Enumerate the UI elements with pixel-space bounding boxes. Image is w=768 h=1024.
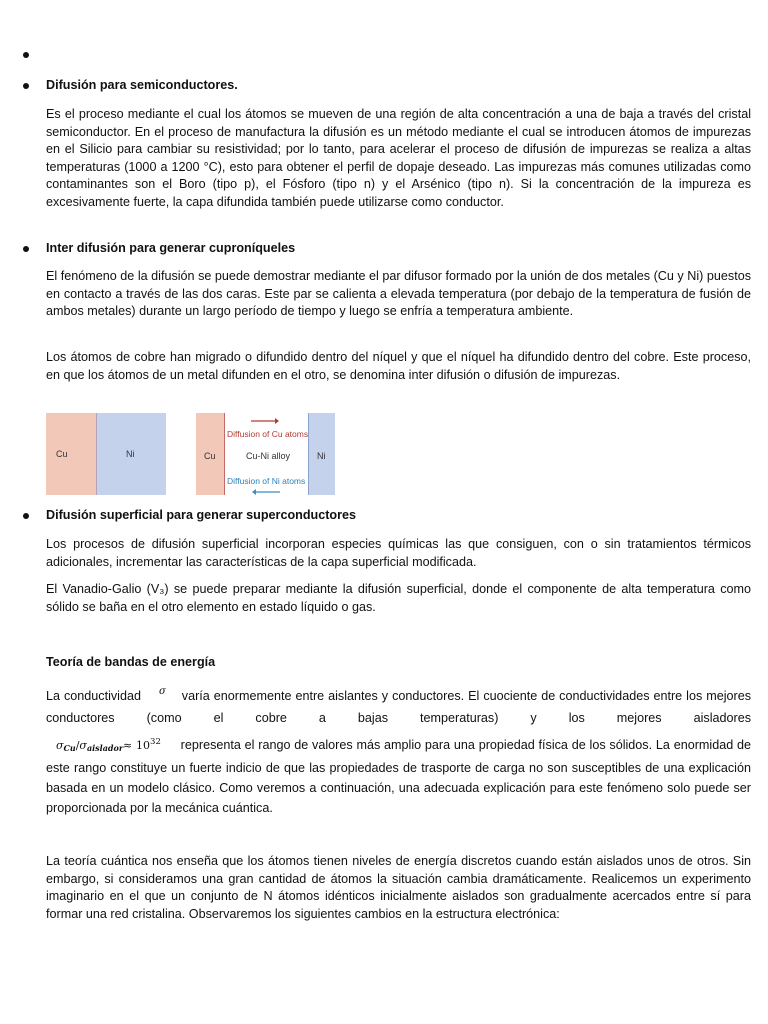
diffusion-couple-after (196, 413, 335, 495)
nickel-label: Ni (126, 449, 135, 459)
sigma-symbol: σ (158, 686, 166, 697)
copper-block (46, 413, 97, 495)
bullet-semiconductores (23, 83, 29, 89)
conductividad-text-3: representa el rango de valores más amplio para una propiedad física de los sólidos. La enormidad de este rango constituye un fuerte indicio de que las propiedades de trasporte de carga no son susceptibles de una explicación basada en un modelo clásico. Como veremos a continuación, una adecuada explicación para este fenómeno solo puede ser proporcionada por la mecánica cuántica. (46, 738, 751, 815)
paragraph-conductividad (46, 686, 751, 818)
approx-ten: ≈ 10 (123, 739, 151, 752)
sigma-aislador: σ (79, 739, 87, 752)
ni-diffusion-label: Diffusion of Ni atoms (227, 476, 306, 486)
section-title-superconductores: Difusión superficial para generar superconductores (46, 508, 357, 522)
empty-bullet (23, 52, 29, 58)
sub-aislador: aislador (86, 743, 124, 753)
bullet-superconductores (23, 513, 29, 519)
exponent-32: 32 (150, 737, 161, 747)
sub-cu: Cu (63, 743, 76, 753)
section-title-semiconductores: Difusión para semiconductores. (46, 78, 238, 92)
ni-diffusion-arrow-icon (252, 489, 280, 495)
paragraph-difusion-superficial: Los procesos de difusión superficial incorporan especies químicas las que consiguen, con o sin tratamientos térmicos adicionales, incrementar las características de la capa superficial modificada. (46, 537, 751, 569)
paragraph-inter-difusion: Los átomos de cobre han migrado o difundido dentro del níquel y que el níquel ha difundido dentro del cobre. Este proceso, en que los átomos de un metal difunden en el otro, se denomina inter difusión o difusión de impurezas. (46, 350, 751, 382)
paragraph-teoria-cuantica: La teoría cuántica nos enseña que los átomos tienen niveles de energía discretos cuando están aislados unos de otros. Sin embargo, si consideramos una gran cantidad de átomos la situación cambia dramáticamente. Realicemos un experimento imaginario en el que un conjunto de N átomos idénticos inicialmente aislados son gradualmente acercados entre sí para formar una red cristalina. Observaremos los siguientes cambios en la estructura electrónica: (46, 854, 751, 921)
paragraph-semiconductores: Es el proceso mediante el cual los átomos se mueven de una región de alta concentración a una de baja a través del cristal semiconductor. En el proceso de manufactura la difusión es un método mediante el cual se introducen átomos de impurezas en el Silicio para cambiar su resistividad; por lo tanto, para acelerar el proceso de difusión de impurezas se realiza a altas temperaturas (1000 a 1200 °C), esto para obtener el perfil de dopaje deseado. Las impurezas más comunes utilizadas como contaminantes son el Boro (tipo p), el Fósforo (tipo n) y el Arsénico (tipo n). Si la concentración de la impureza es excesivamente fuerte, la capa difundida también puede utilizarse como conductor. (46, 107, 751, 209)
bullet-cuproniqueles (23, 246, 29, 252)
copper-region-label: Cu (204, 451, 216, 461)
cu-diffusion-arrow-icon (251, 418, 279, 424)
nickel-region-label: Ni (317, 451, 326, 461)
paragraph-par-difusor: El fenómeno de la difusión se puede demostrar mediante el par difusor formado por la unión de dos metales (Cu y Ni) puestos en contacto a través de las dos caras. Este par se calienta a elevada temperatura (por debajo de la temperatura de fusión de ambos metales) durante un largo período de tiempo y luego se enfría a temperatura ambiente. (46, 269, 751, 319)
paragraph-vanadio-galio: El Vanadio-Galio (V₃) se puede preparar mediante la difusión superficial, donde el componente de alta temperatura como sólido se baña en el otro elemento en estado líquido o gas. (46, 582, 751, 614)
cu-diffusion-label: Diffusion of Cu atoms (227, 429, 309, 439)
section-title-cuproniqueles: Inter difusión para generar cuproníqueles (46, 241, 296, 255)
copper-label: Cu (56, 449, 68, 459)
ratio-slash: / (75, 739, 80, 752)
conductivity-ratio-formula (56, 739, 165, 752)
ratio-line (46, 732, 751, 818)
diffusion-couple-before (46, 413, 166, 495)
alloy-label: Cu-Ni alloy (246, 451, 291, 461)
conductividad-text-1: La conductividad (46, 689, 141, 703)
conductividad-text-2: varía enormemente entre aislantes y conductores. El cuociente de conductividades entre los mejores conductores (como el cobre a bajas temperaturas) y los mejores aisladores (46, 689, 752, 725)
sigma-cu: σ (56, 739, 64, 752)
conductividad-line-1 (46, 686, 751, 728)
heading-teoria-bandas: Teoría de bandas de energía (46, 655, 216, 669)
